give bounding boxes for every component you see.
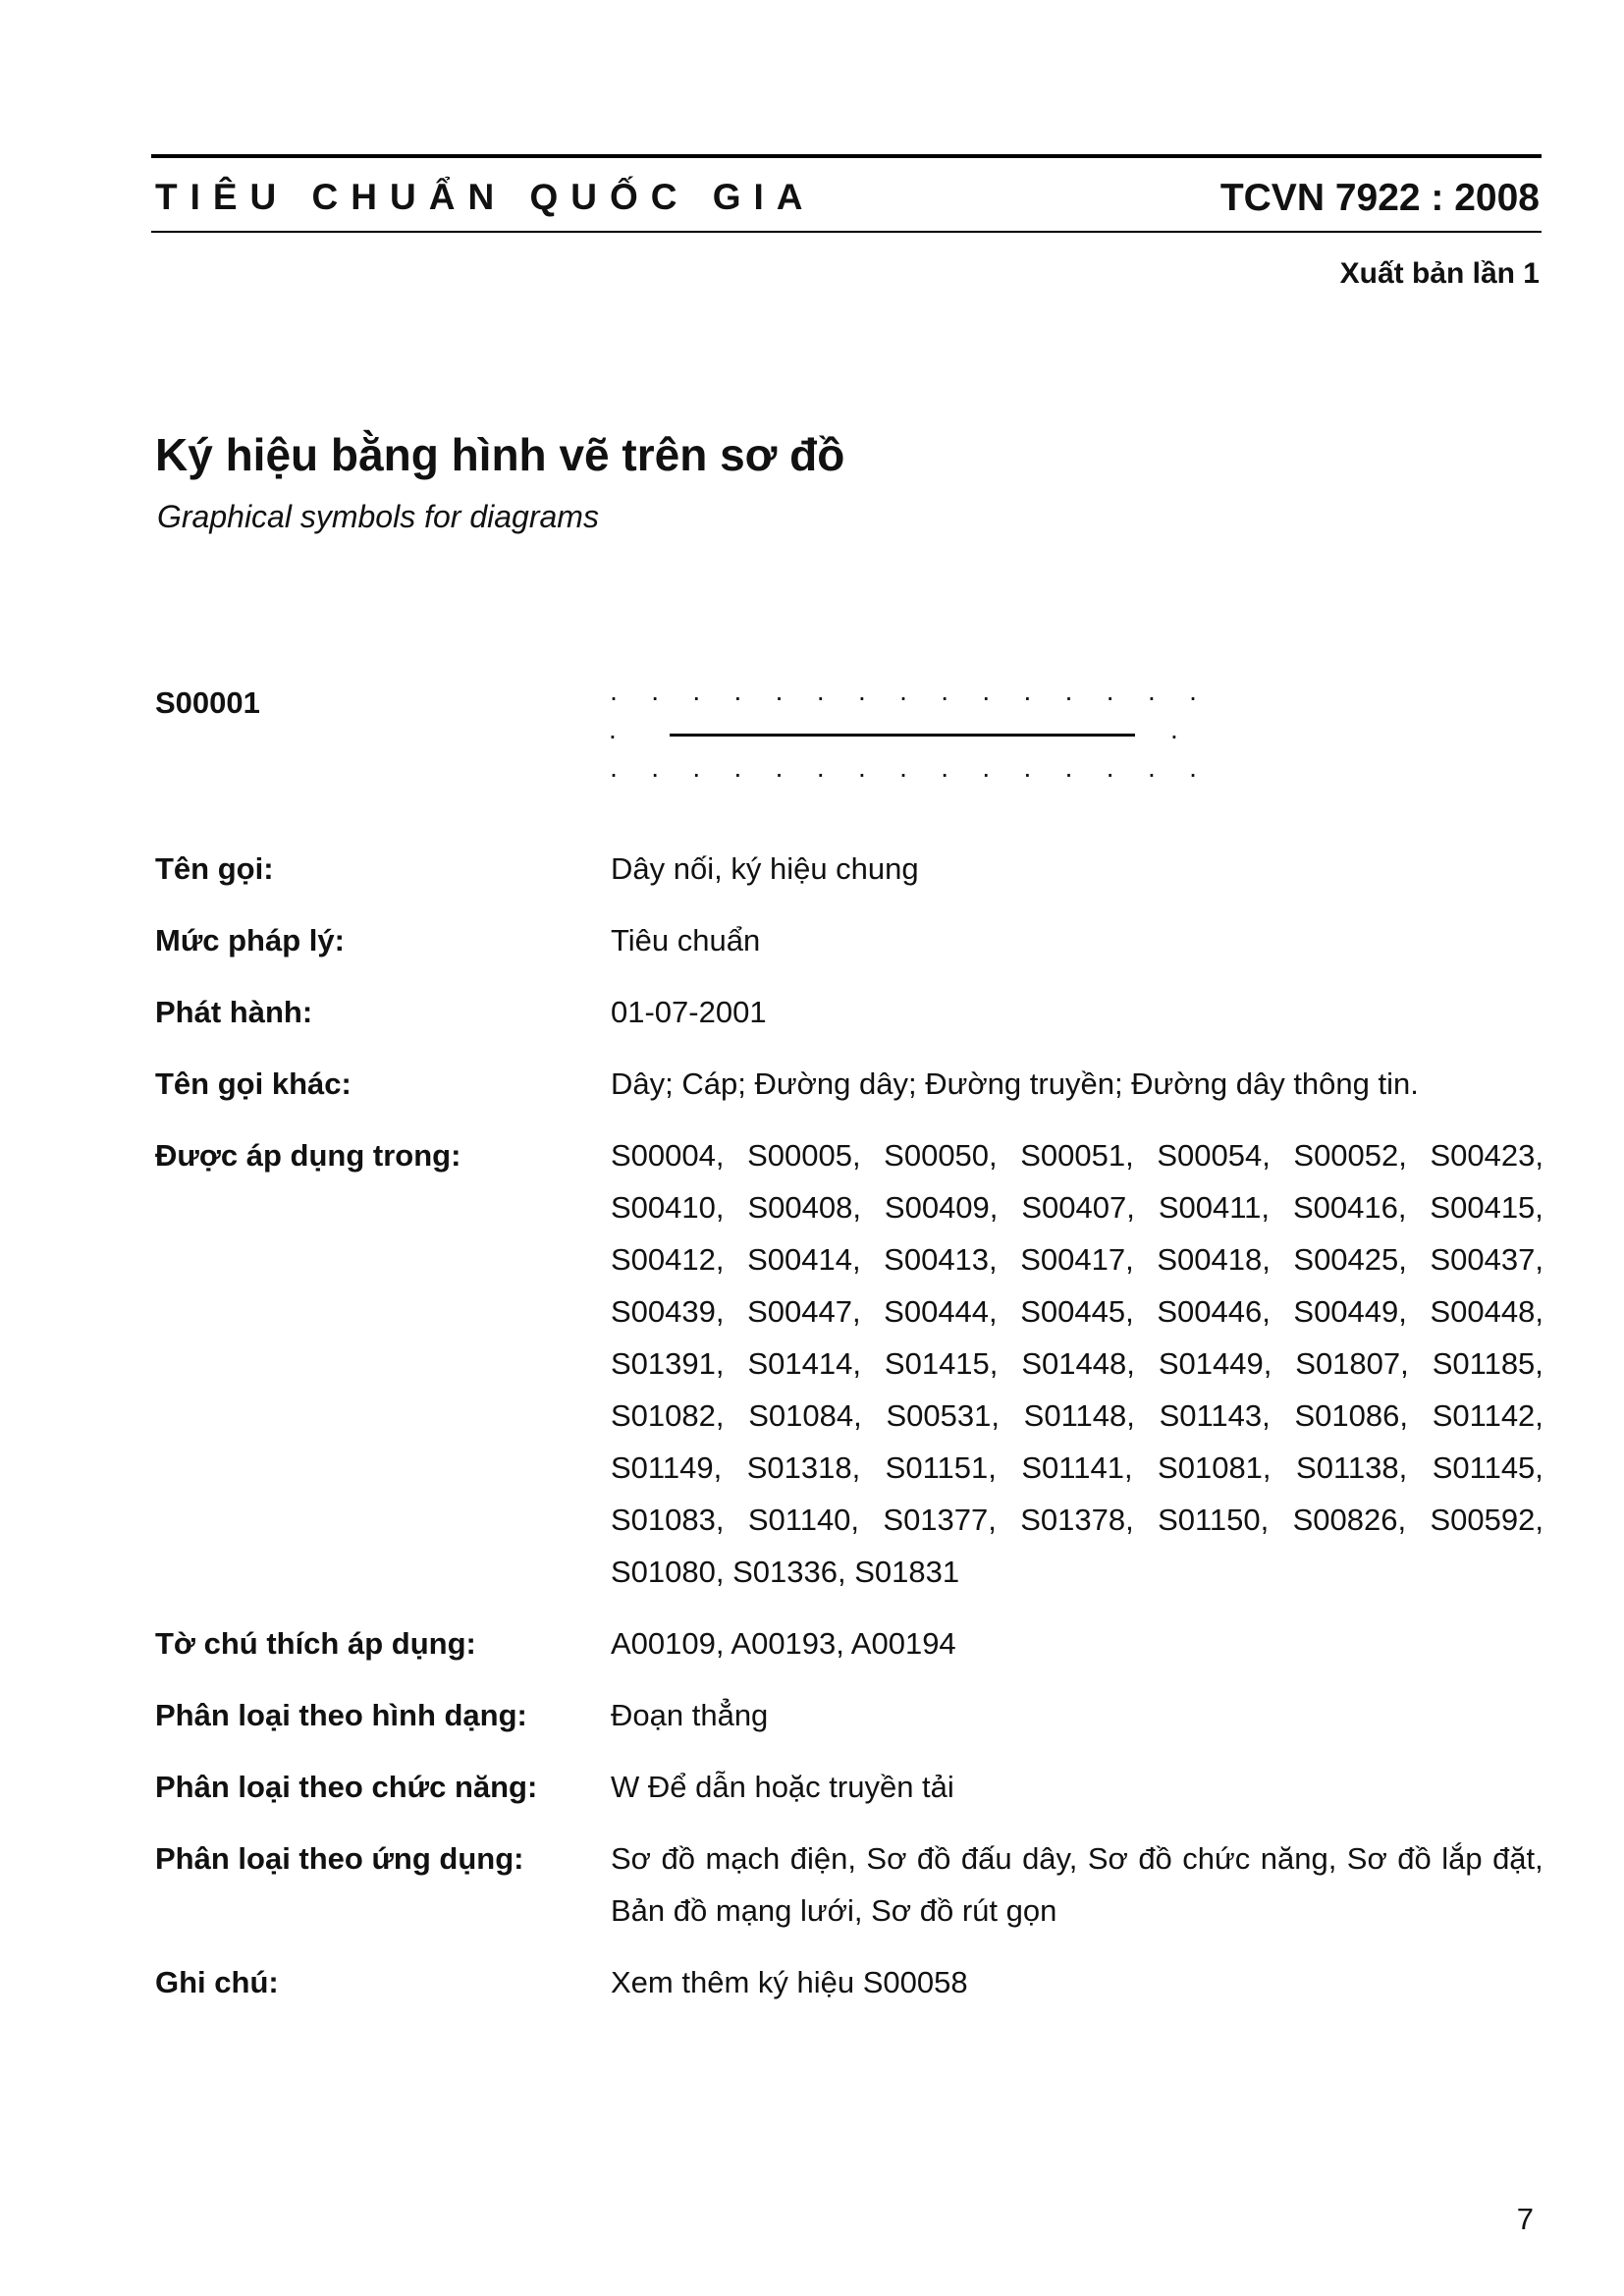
field-label: Mức pháp lý:: [155, 923, 345, 957]
symbol-reference: S00416,: [1292, 1190, 1407, 1225]
applied-in-row: [611, 1338, 1543, 1390]
application-word: chức: [1182, 1841, 1251, 1876]
symbol-reference: S00439,: [611, 1294, 725, 1329]
application-line-2: Bản đồ mạng lưới, Sơ đồ rút gọn: [611, 1893, 1057, 1928]
applied-in-row: [611, 1181, 1543, 1233]
field-label: Tên gọi:: [155, 851, 274, 886]
application-word: Sơ: [611, 1841, 652, 1876]
applied-in-last-row: S01080, S01336, S01831: [611, 1555, 960, 1589]
document-title: Ký hiệu bằng hình vẽ trên sơ đồ: [155, 429, 845, 480]
applied-in-row: [611, 1233, 1543, 1285]
symbol-reference: S00414,: [747, 1242, 861, 1277]
field-value: [611, 1832, 1543, 1937]
symbol-reference: S00412,: [611, 1242, 725, 1277]
symbol-reference: S01082,: [611, 1398, 725, 1433]
symbol-dot-right: .: [1170, 714, 1178, 744]
symbol-reference: S01377,: [883, 1503, 997, 1537]
symbol-figure: [609, 678, 1198, 795]
symbol-dot-row-top: . . . . . . . . . . . . . . .: [610, 676, 1197, 706]
symbol-reference: S01391,: [611, 1346, 725, 1381]
field-label: Tờ chú thích áp dụng:: [155, 1626, 476, 1661]
field-label: Phân loại theo hình dạng:: [155, 1698, 527, 1732]
symbol-reference: S00418,: [1157, 1242, 1271, 1277]
field-label: Ghi chú:: [155, 1965, 279, 1999]
symbol-reference: S01138,: [1296, 1450, 1408, 1485]
header-top-rule: [151, 154, 1542, 158]
field-label: Phân loại theo ứng dụng:: [155, 1841, 524, 1876]
application-word: đặt,: [1492, 1841, 1543, 1876]
field-label: Phân loại theo chức năng:: [155, 1770, 538, 1804]
applied-in-row: [611, 1129, 1543, 1181]
symbol-reference: S01148,: [1023, 1398, 1135, 1433]
symbol-reference: S00050,: [884, 1138, 998, 1173]
symbol-reference: S01081,: [1158, 1450, 1272, 1485]
symbol-reference: S01086,: [1294, 1398, 1408, 1433]
symbol-reference: S00052,: [1293, 1138, 1407, 1173]
symbol-reference: S01150,: [1158, 1503, 1270, 1537]
field-value: 01-07-2001: [611, 995, 767, 1029]
symbol-connecting-line: [670, 734, 1135, 737]
symbol-reference: S01414,: [747, 1346, 861, 1381]
symbol-reference: S01145,: [1432, 1450, 1543, 1485]
symbol-reference: S00413,: [884, 1242, 998, 1277]
symbol-reference: S01140,: [747, 1503, 860, 1537]
field-duoc-ap-dung: [155, 1129, 1543, 1598]
field-pl-ung-dung: [155, 1832, 1543, 1937]
symbol-reference: S00054,: [1157, 1138, 1271, 1173]
field-value: A00109, A00193, A00194: [611, 1626, 956, 1661]
applied-in-list: [611, 1129, 1543, 1598]
applied-in-rows: [611, 1129, 1543, 1546]
application-word: năng,: [1260, 1841, 1337, 1876]
symbol-properties: [155, 843, 1543, 2028]
symbol-code: S00001: [155, 685, 260, 720]
symbol-dot-row-bottom: . . . . . . . . . . . . . . .: [610, 752, 1197, 783]
symbol-reference: S01449,: [1158, 1346, 1272, 1381]
field-phat-hanh: [155, 986, 1543, 1038]
symbol-reference: S00051,: [1020, 1138, 1134, 1173]
page-number: 7: [1516, 2202, 1534, 2236]
field-to-chu-thich: [155, 1617, 1543, 1669]
symbol-reference: S00415,: [1430, 1190, 1543, 1225]
application-word: Sơ: [866, 1841, 907, 1876]
application-word: đồ: [1397, 1841, 1432, 1876]
application-word: Sơ: [1087, 1841, 1128, 1876]
applied-in-row: [611, 1285, 1543, 1338]
application-line-1: [611, 1832, 1543, 1885]
symbol-reference: S00445,: [1020, 1294, 1134, 1329]
symbol-reference: S01318,: [746, 1450, 861, 1485]
symbol-reference: S00447,: [747, 1294, 861, 1329]
symbol-reference: S00531,: [886, 1398, 1000, 1433]
symbol-reference: S01084,: [748, 1398, 862, 1433]
field-ghi-chu: [155, 1956, 1543, 2008]
field-value: Dây; Cáp; Đường dây; Đường truyền; Đường dây thông tin.: [611, 1066, 1419, 1101]
field-value: W Để dẫn hoặc truyền tải: [611, 1770, 954, 1804]
symbol-reference: S00444,: [884, 1294, 998, 1329]
symbol-reference: S00437,: [1430, 1242, 1543, 1277]
field-ten-goi: [155, 843, 1543, 895]
symbol-dot-left: .: [609, 714, 617, 744]
applied-in-row: [611, 1390, 1543, 1442]
application-word: mạch: [705, 1841, 781, 1876]
field-muc-phap-ly: [155, 914, 1543, 966]
application-word: đồ: [1138, 1841, 1172, 1876]
symbol-reference: S01142,: [1432, 1398, 1543, 1433]
symbol-reference: S01378,: [1020, 1503, 1134, 1537]
application-word: đồ: [916, 1841, 951, 1876]
symbol-reference: S00446,: [1157, 1294, 1271, 1329]
standard-series-title: TIÊU CHUẨN QUỐC GIA: [155, 177, 816, 217]
applied-in-row: [611, 1442, 1543, 1494]
symbol-reference: S00592,: [1430, 1503, 1543, 1537]
symbol-reference: S00411,: [1158, 1190, 1271, 1225]
application-word: lắp: [1441, 1841, 1483, 1876]
symbol-reference: S00826,: [1292, 1503, 1407, 1537]
symbol-reference: S00410,: [611, 1190, 725, 1225]
symbol-reference: S01141,: [1021, 1450, 1133, 1485]
field-value: Dây nối, ký hiệu chung: [611, 851, 919, 886]
edition-label: Xuất bản lần 1: [1339, 257, 1540, 290]
symbol-reference: S00407,: [1021, 1190, 1135, 1225]
field-label: Tên gọi khác:: [155, 1066, 352, 1101]
applied-in-row: [611, 1494, 1543, 1546]
field-label: Được áp dụng trong:: [155, 1138, 461, 1173]
symbol-reference: S00423,: [1430, 1138, 1543, 1173]
application-word: đấu: [960, 1841, 1012, 1876]
symbol-reference: S01448,: [1021, 1346, 1135, 1381]
field-pl-chuc-nang: [155, 1761, 1543, 1813]
symbol-reference: S01083,: [611, 1503, 725, 1537]
field-pl-hinh-dang: [155, 1689, 1543, 1741]
symbol-reference: S01185,: [1432, 1346, 1543, 1381]
symbol-reference: S00004,: [611, 1138, 725, 1173]
symbol-reference: S01415,: [884, 1346, 999, 1381]
symbol-reference: S01151,: [885, 1450, 997, 1485]
symbol-reference: S01143,: [1159, 1398, 1271, 1433]
field-value: Đoạn thẳng: [611, 1698, 769, 1732]
field-value: Tiêu chuẩn: [611, 923, 761, 957]
application-word: đồ: [661, 1841, 695, 1876]
field-label: Phát hành:: [155, 995, 313, 1029]
field-value: Xem thêm ký hiệu S00058: [611, 1965, 968, 1999]
symbol-reference: S00005,: [747, 1138, 861, 1173]
header-bottom-rule: [151, 231, 1542, 233]
application-word: Sơ: [1346, 1841, 1387, 1876]
symbol-reference: S00409,: [884, 1190, 999, 1225]
document-subtitle: Graphical symbols for diagrams: [157, 499, 599, 534]
symbol-reference: S00408,: [747, 1190, 861, 1225]
symbol-reference: S01807,: [1295, 1346, 1409, 1381]
standard-number: TCVN 7922 : 2008: [1219, 177, 1540, 219]
symbol-reference: S00417,: [1020, 1242, 1134, 1277]
symbol-reference: S00425,: [1293, 1242, 1407, 1277]
field-ten-goi-khac: [155, 1058, 1543, 1110]
symbol-reference: S00448,: [1430, 1294, 1543, 1329]
application-word: dây,: [1022, 1841, 1078, 1876]
symbol-reference: S01149,: [611, 1450, 723, 1485]
symbol-reference: S00449,: [1293, 1294, 1407, 1329]
application-word: điện,: [789, 1841, 856, 1876]
